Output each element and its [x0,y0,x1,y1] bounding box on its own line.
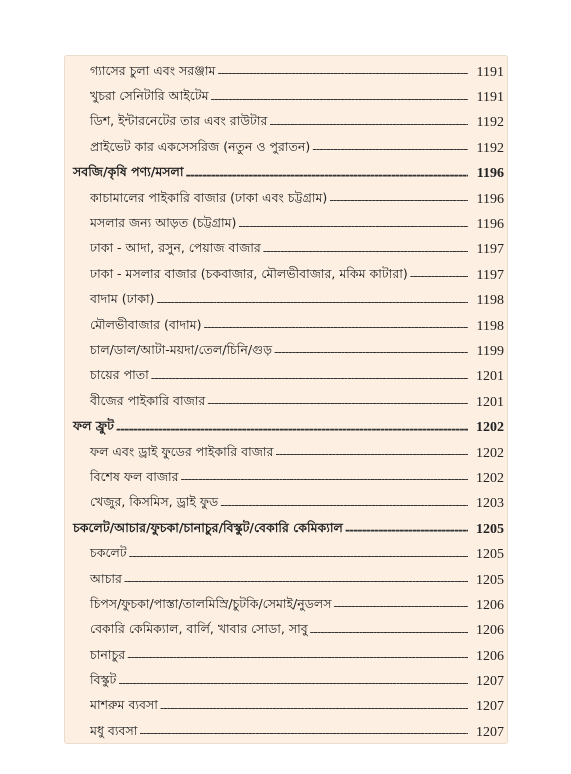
toc-entry-title: চানাচুর [90,646,126,662]
toc-entry-title: প্রাইভেট কার একসেসরিজ (নতুন ও পুরাতন) [90,138,311,154]
toc-page-number: 1207 [476,699,504,715]
toc-entry-title: চিপস/ফুচকা/পাস্তা/তালমিস্রি/চুটকি/সেমাই/নুডলস [90,595,332,611]
toc-entry-title: বিশেষ ফল বাজার [90,468,179,484]
toc-leader [334,598,469,613]
toc-page-number: 1202 [476,470,504,486]
toc-entry [65,60,507,85]
toc-entry-title: চকলেট [90,545,127,561]
toc-leader [129,548,468,563]
toc-leader [410,268,468,283]
toc-page-number: 1205 [476,572,504,588]
toc-leader [157,294,468,309]
toc-leader [124,573,468,588]
toc-entry-title: বেকারি কেমিক্যাল, বার্লি, খাবার সোডা, সাবু [90,621,308,637]
toc-leader [185,167,468,182]
toc-page-number: 1197 [476,267,504,283]
toc-page-number: 1197 [476,242,504,258]
toc-entry-title: ডিশ, ইন্টারনেটের তার এবং রাউটার [90,113,268,129]
toc-leader [310,624,468,639]
toc-entry [65,238,507,263]
toc-page-number: 1206 [476,648,504,664]
toc-entry-title: খেজুর, কিসমিস, ড্রাই ফুড [90,494,219,510]
toc-entry-title: খুচরা সেনিটারি আইটেম [90,88,209,104]
toc-entry [65,619,507,644]
toc-entry [65,187,507,212]
toc-leader [181,471,468,486]
toc-leader [204,319,468,334]
toc-entry-title: চাল/ডাল/আটা-ময়দা/তেল/চিনি/গুড় [90,341,273,357]
toc-page-number: 1207 [476,674,504,690]
toc-entry [65,289,507,314]
toc-entry [65,365,507,390]
toc-leader [151,370,468,385]
toc-page-number: 1207 [476,724,504,740]
toc-entry-title: সবজি/কৃষি পণ্য/মসলা [73,164,184,180]
toc-entry [65,339,507,364]
toc-entry [65,314,507,339]
toc-section-heading [65,517,507,542]
toc-entry [65,542,507,567]
toc-leader [312,141,468,156]
toc-entry [65,695,507,720]
toc-entry-title: ঢাকা - মসলার বাজার (চকবাজার, মৌলভীবাজার, মকিম কাটারা) [90,265,408,281]
toc-leader [207,395,468,410]
toc-leader [116,421,468,436]
toc-entry-title: ঢাকা - আদা, রসুন, পেয়াজ বাজার [90,240,261,256]
toc-entry [65,720,507,745]
toc-entry-title: ফল এবং ড্রাই ফুডের পাইকারি বাজার [90,443,274,459]
toc-section-heading [65,415,507,440]
toc-page-number: 1202 [476,445,504,461]
toc-entry-title: বিস্কুট [90,672,117,688]
toc-entry [65,644,507,669]
toc-entry-title: মধু ব্যবসা [90,722,138,738]
toc-entry-title: গ্যাসের চুলা এবং সরঞ্জাম [90,62,216,78]
toc-leader [217,65,468,80]
toc-leader [220,497,468,512]
toc-page-number: 1198 [476,293,504,309]
toc-entry [65,263,507,288]
toc-entry-title: কাচামালের পাইকারি বাজার (ঢাকা এবং চট্টগ্রাম) [90,189,328,205]
toc-entry-title: চকলেট/আচার/ফুচকা/চানাচুর/বিস্কুট/বেকারি কেমিক্যাল [73,519,343,535]
toc-entry-title: বীজের পাইকারি বাজার [90,392,206,408]
toc-entry [65,136,507,161]
toc-leader [118,675,468,690]
toc-page-number: 1203 [476,496,504,512]
toc-page-number: 1198 [476,318,504,334]
toc-page-number: 1206 [476,597,504,613]
document-page [64,55,508,744]
toc-page-number: 1191 [476,90,504,106]
toc-section-heading [65,162,507,187]
toc-page-number: 1205 [476,547,504,563]
toc-page-number: 1191 [476,64,504,80]
toc-page-number: 1201 [476,369,504,385]
toc-page-number: 1196 [476,166,504,182]
toc-leader [274,344,468,359]
toc-entry [65,492,507,517]
toc-leader [345,522,468,537]
toc-entry-title: বাদাম (ঢাকা) [90,291,155,307]
toc-leader [238,218,468,233]
toc-entry [65,568,507,593]
toc-entry [65,85,507,110]
toc-entry [65,111,507,136]
toc-entry [65,669,507,694]
toc-page-number: 1199 [476,343,504,359]
toc-entry-title: মাশরুম ব্যবসা [90,697,158,713]
toc-page-number: 1202 [476,420,504,436]
toc-entry-title: মৌলভীবাজার (বাদাম) [90,316,202,332]
toc-leader [139,725,468,740]
toc-entry-title: মসলার জন্য আড়ত (চট্টগ্রাম) [90,215,237,231]
toc-entry-title: আচার [90,570,122,586]
toc-leader [269,116,468,131]
toc-entry [65,441,507,466]
toc-leader [160,700,468,715]
toc-leader [127,649,468,664]
toc-page-number: 1201 [476,394,504,410]
toc-entry [65,390,507,415]
table-of-contents [65,60,507,746]
toc-page-number: 1192 [476,140,504,156]
toc-page-number: 1205 [476,521,504,537]
toc-entry-title: ফল ফ্রুট [73,418,114,434]
toc-entry [65,593,507,618]
toc-page-number: 1192 [476,115,504,131]
toc-leader [329,192,468,207]
toc-entry [65,212,507,237]
toc-page-number: 1196 [476,217,504,233]
toc-leader [211,91,468,106]
toc-entry [65,466,507,491]
toc-page-number: 1196 [476,191,504,207]
toc-entry-title: চায়ের পাতা [90,367,149,383]
toc-leader [263,243,468,258]
toc-page-number: 1206 [476,623,504,639]
toc-leader [275,446,468,461]
